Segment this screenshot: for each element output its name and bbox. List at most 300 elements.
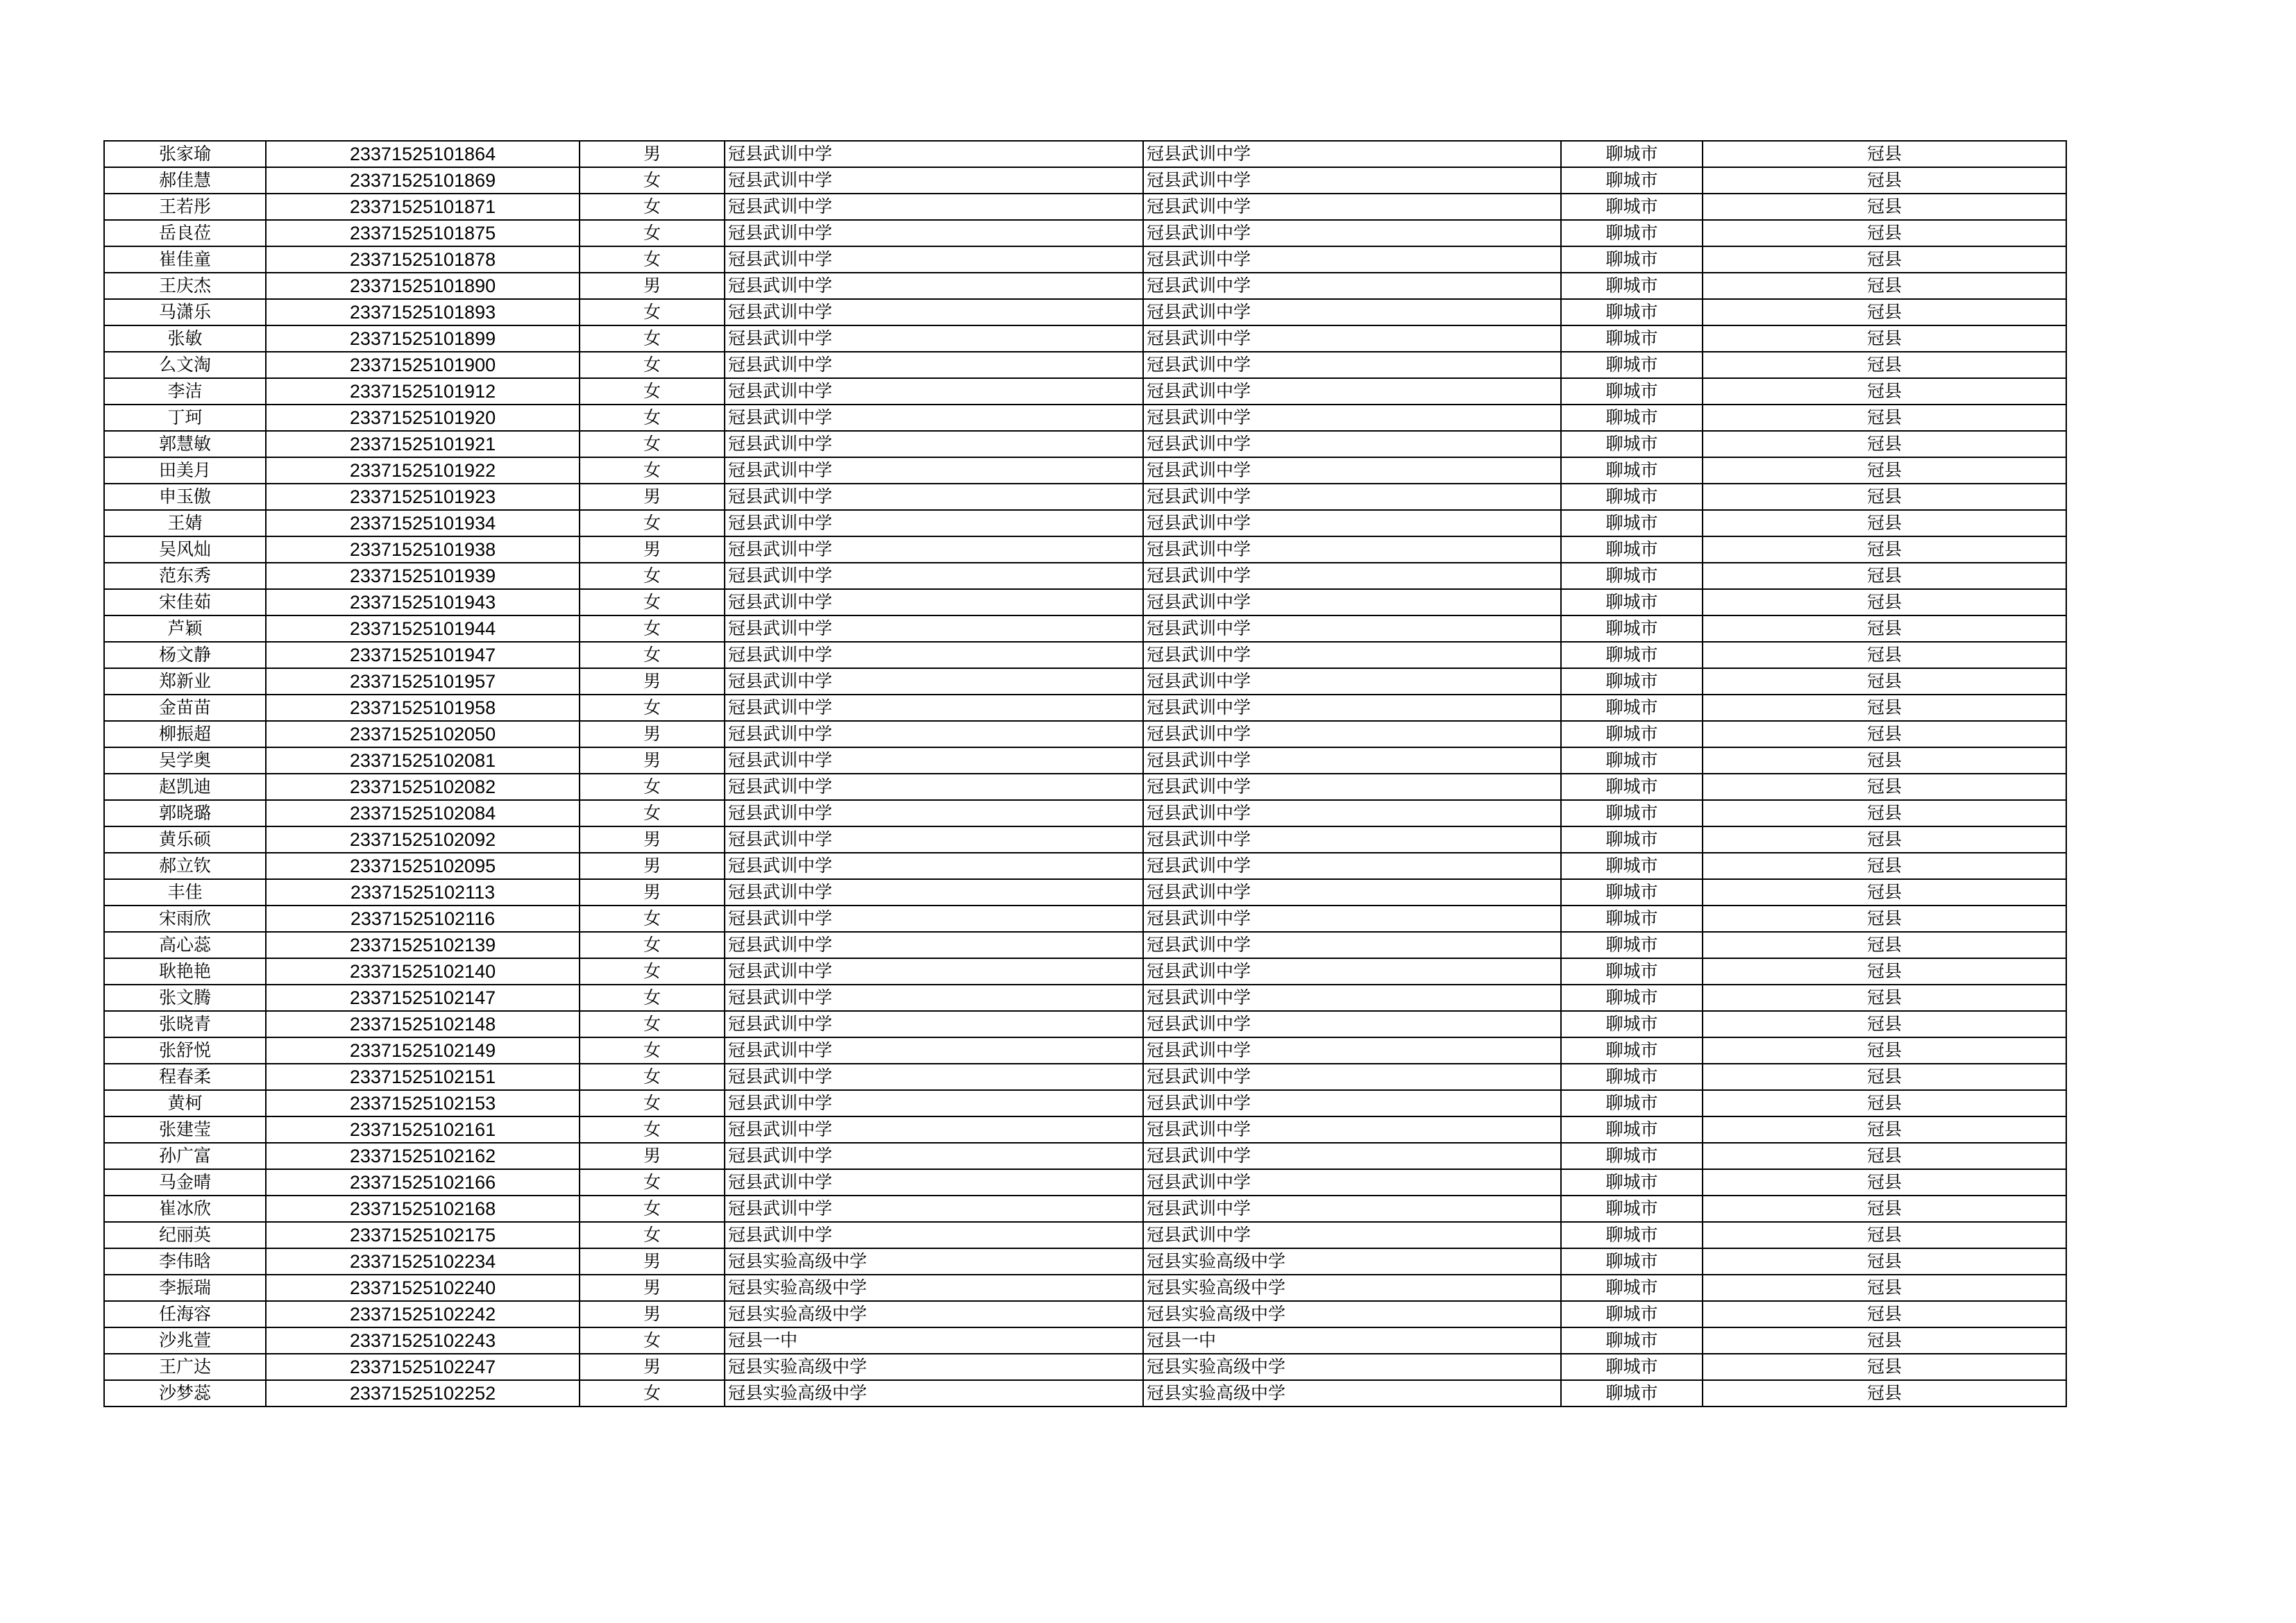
gender-cell: 女: [580, 167, 725, 194]
city-cell: 聊城市: [1561, 141, 1703, 167]
school-cell: 冠县实验高级中学: [725, 1380, 1143, 1407]
exam-id-cell: 23371525102153: [266, 1090, 580, 1116]
city-cell: 聊城市: [1561, 589, 1703, 615]
student-name-cell: 么文淘: [104, 352, 266, 378]
city-cell: 聊城市: [1561, 457, 1703, 484]
school-cell: 冠县武训中学: [725, 615, 1143, 642]
student-name-cell: 马潇乐: [104, 299, 266, 325]
gender-cell: 女: [580, 985, 725, 1011]
enrolled-school-cell: 冠县武训中学: [1143, 431, 1561, 457]
school-cell: 冠县武训中学: [725, 563, 1143, 589]
exam-id-cell: 23371525102092: [266, 826, 580, 853]
exam-id-cell: 23371525101939: [266, 563, 580, 589]
exam-id-cell: 23371525101947: [266, 642, 580, 668]
table-row: [104, 378, 2066, 405]
city-cell: 聊城市: [1561, 1380, 1703, 1407]
gender-cell: 女: [580, 958, 725, 985]
city-cell: 聊城市: [1561, 826, 1703, 853]
gender-cell: 女: [580, 510, 725, 536]
enrolled-school-cell: 冠县武训中学: [1143, 985, 1561, 1011]
county-cell: 冠县: [1703, 774, 2066, 800]
county-cell: 冠县: [1703, 510, 2066, 536]
student-name-cell: 张家瑜: [104, 141, 266, 167]
table-row: [104, 774, 2066, 800]
student-name-cell: 丰佳: [104, 879, 266, 906]
table-row: [104, 747, 2066, 774]
county-cell: 冠县: [1703, 747, 2066, 774]
county-cell: 冠县: [1703, 1011, 2066, 1037]
table-row: [104, 536, 2066, 563]
school-cell: 冠县武训中学: [725, 405, 1143, 431]
city-cell: 聊城市: [1561, 721, 1703, 747]
county-cell: 冠县: [1703, 1275, 2066, 1301]
student-name-cell: 郑新业: [104, 668, 266, 695]
city-cell: 聊城市: [1561, 668, 1703, 695]
student-name-cell: 张建莹: [104, 1116, 266, 1143]
enrolled-school-cell: 冠县武训中学: [1143, 1196, 1561, 1222]
exam-id-cell: 23371525101871: [266, 194, 580, 220]
city-cell: 聊城市: [1561, 1196, 1703, 1222]
table-row: [104, 141, 2066, 167]
city-cell: 聊城市: [1561, 220, 1703, 246]
table-row: [104, 1037, 2066, 1064]
enrolled-school-cell: 冠县实验高级中学: [1143, 1301, 1561, 1327]
exam-id-cell: 23371525101923: [266, 484, 580, 510]
gender-cell: 女: [580, 800, 725, 826]
school-cell: 冠县武训中学: [725, 695, 1143, 721]
gender-cell: 女: [580, 246, 725, 273]
enrolled-school-cell: 冠县武训中学: [1143, 405, 1561, 431]
enrolled-school-cell: 冠县武训中学: [1143, 853, 1561, 879]
school-cell: 冠县武训中学: [725, 642, 1143, 668]
table-row: [104, 1011, 2066, 1037]
student-name-cell: 耿艳艳: [104, 958, 266, 985]
student-name-cell: 崔佳童: [104, 246, 266, 273]
table-row: [104, 853, 2066, 879]
student-name-cell: 郝立钦: [104, 853, 266, 879]
school-cell: 冠县武训中学: [725, 431, 1143, 457]
exam-id-cell: 23371525102139: [266, 932, 580, 958]
city-cell: 聊城市: [1561, 906, 1703, 932]
gender-cell: 男: [580, 1354, 725, 1380]
student-name-cell: 丁珂: [104, 405, 266, 431]
gender-cell: 男: [580, 879, 725, 906]
student-name-cell: 张文腾: [104, 985, 266, 1011]
gender-cell: 女: [580, 378, 725, 405]
school-cell: 冠县武训中学: [725, 879, 1143, 906]
gender-cell: 女: [580, 695, 725, 721]
school-cell: 冠县武训中学: [725, 141, 1143, 167]
exam-id-cell: 23371525101934: [266, 510, 580, 536]
enrolled-school-cell: 冠县武训中学: [1143, 378, 1561, 405]
school-cell: 冠县武训中学: [725, 589, 1143, 615]
school-cell: 冠县武训中学: [725, 800, 1143, 826]
school-cell: 冠县武训中学: [725, 167, 1143, 194]
county-cell: 冠县: [1703, 352, 2066, 378]
gender-cell: 女: [580, 299, 725, 325]
county-cell: 冠县: [1703, 1169, 2066, 1196]
exam-id-cell: 23371525101893: [266, 299, 580, 325]
exam-id-cell: 23371525101890: [266, 273, 580, 299]
student-name-cell: 马金晴: [104, 1169, 266, 1196]
enrolled-school-cell: 冠县武训中学: [1143, 1090, 1561, 1116]
school-cell: 冠县武训中学: [725, 299, 1143, 325]
gender-cell: 女: [580, 642, 725, 668]
city-cell: 聊城市: [1561, 405, 1703, 431]
enrolled-school-cell: 冠县实验高级中学: [1143, 1248, 1561, 1275]
city-cell: 聊城市: [1561, 1011, 1703, 1037]
table-row: [104, 589, 2066, 615]
enrolled-school-cell: 冠县武训中学: [1143, 510, 1561, 536]
student-name-cell: 程春柔: [104, 1064, 266, 1090]
city-cell: 聊城市: [1561, 536, 1703, 563]
enrolled-school-cell: 冠县武训中学: [1143, 352, 1561, 378]
county-cell: 冠县: [1703, 1143, 2066, 1169]
gender-cell: 女: [580, 615, 725, 642]
enrolled-school-cell: 冠县武训中学: [1143, 800, 1561, 826]
exam-id-cell: 23371525102175: [266, 1222, 580, 1248]
student-name-cell: 李洁: [104, 378, 266, 405]
city-cell: 聊城市: [1561, 932, 1703, 958]
enrolled-school-cell: 冠县武训中学: [1143, 906, 1561, 932]
enrolled-school-cell: 冠县武训中学: [1143, 879, 1561, 906]
gender-cell: 女: [580, 1380, 725, 1407]
school-cell: 冠县武训中学: [725, 325, 1143, 352]
county-cell: 冠县: [1703, 167, 2066, 194]
county-cell: 冠县: [1703, 1037, 2066, 1064]
county-cell: 冠县: [1703, 563, 2066, 589]
county-cell: 冠县: [1703, 1196, 2066, 1222]
county-cell: 冠县: [1703, 1301, 2066, 1327]
enrolled-school-cell: 冠县武训中学: [1143, 1011, 1561, 1037]
exam-id-cell: 23371525101864: [266, 141, 580, 167]
gender-cell: 女: [580, 1090, 725, 1116]
student-name-cell: 张舒悦: [104, 1037, 266, 1064]
table-row: [104, 1275, 2066, 1301]
gender-cell: 女: [580, 431, 725, 457]
student-name-cell: 宋雨欣: [104, 906, 266, 932]
student-name-cell: 柳振超: [104, 721, 266, 747]
county-cell: 冠县: [1703, 642, 2066, 668]
county-cell: 冠县: [1703, 932, 2066, 958]
exam-id-cell: 23371525102243: [266, 1327, 580, 1354]
student-name-cell: 金苗苗: [104, 695, 266, 721]
county-cell: 冠县: [1703, 615, 2066, 642]
gender-cell: 女: [580, 1116, 725, 1143]
county-cell: 冠县: [1703, 668, 2066, 695]
table-row: [104, 405, 2066, 431]
table-row: [104, 1116, 2066, 1143]
exam-id-cell: 23371525101900: [266, 352, 580, 378]
city-cell: 聊城市: [1561, 378, 1703, 405]
enrolled-school-cell: 冠县武训中学: [1143, 1116, 1561, 1143]
exam-id-cell: 23371525102252: [266, 1380, 580, 1407]
enrolled-school-cell: 冠县武训中学: [1143, 536, 1561, 563]
exam-id-cell: 23371525102116: [266, 906, 580, 932]
table-row: [104, 457, 2066, 484]
student-name-cell: 杨文静: [104, 642, 266, 668]
enrolled-school-cell: 冠县武训中学: [1143, 457, 1561, 484]
table-row: [104, 299, 2066, 325]
school-cell: 冠县一中: [725, 1327, 1143, 1354]
exam-id-cell: 23371525101938: [266, 536, 580, 563]
school-cell: 冠县武训中学: [725, 1037, 1143, 1064]
table-row: [104, 695, 2066, 721]
student-name-cell: 张晓青: [104, 1011, 266, 1037]
city-cell: 聊城市: [1561, 352, 1703, 378]
city-cell: 聊城市: [1561, 1354, 1703, 1380]
exam-id-cell: 23371525101957: [266, 668, 580, 695]
student-name-cell: 田美月: [104, 457, 266, 484]
county-cell: 冠县: [1703, 378, 2066, 405]
enrolled-school-cell: 冠县武训中学: [1143, 747, 1561, 774]
gender-cell: 女: [580, 589, 725, 615]
exam-id-cell: 23371525102050: [266, 721, 580, 747]
county-cell: 冠县: [1703, 985, 2066, 1011]
school-cell: 冠县武训中学: [725, 958, 1143, 985]
student-name-cell: 王广达: [104, 1354, 266, 1380]
county-cell: 冠县: [1703, 325, 2066, 352]
exam-id-cell: 23371525102147: [266, 985, 580, 1011]
gender-cell: 女: [580, 457, 725, 484]
table-row: [104, 1380, 2066, 1407]
enrolled-school-cell: 冠县武训中学: [1143, 721, 1561, 747]
table-row: [104, 721, 2066, 747]
county-cell: 冠县: [1703, 141, 2066, 167]
roster-rows: [104, 141, 2066, 1407]
city-cell: 聊城市: [1561, 1169, 1703, 1196]
gender-cell: 女: [580, 325, 725, 352]
student-name-cell: 崔冰欣: [104, 1196, 266, 1222]
table-row: [104, 1143, 2066, 1169]
exam-id-cell: 23371525101869: [266, 167, 580, 194]
school-cell: 冠县武训中学: [725, 1196, 1143, 1222]
city-cell: 聊城市: [1561, 695, 1703, 721]
city-cell: 聊城市: [1561, 1248, 1703, 1275]
city-cell: 聊城市: [1561, 879, 1703, 906]
gender-cell: 男: [580, 826, 725, 853]
enrolled-school-cell: 冠县武训中学: [1143, 273, 1561, 299]
enrolled-school-cell: 冠县武训中学: [1143, 1222, 1561, 1248]
table-row: [104, 563, 2066, 589]
school-cell: 冠县武训中学: [725, 220, 1143, 246]
school-cell: 冠县武训中学: [725, 246, 1143, 273]
exam-id-cell: 23371525102082: [266, 774, 580, 800]
enrolled-school-cell: 冠县武训中学: [1143, 774, 1561, 800]
table-row: [104, 932, 2066, 958]
city-cell: 聊城市: [1561, 642, 1703, 668]
city-cell: 聊城市: [1561, 246, 1703, 273]
county-cell: 冠县: [1703, 1116, 2066, 1143]
county-cell: 冠县: [1703, 246, 2066, 273]
enrolled-school-cell: 冠县实验高级中学: [1143, 1275, 1561, 1301]
city-cell: 聊城市: [1561, 1090, 1703, 1116]
table-row: [104, 220, 2066, 246]
exam-id-cell: 23371525102113: [266, 879, 580, 906]
school-cell: 冠县武训中学: [725, 721, 1143, 747]
school-cell: 冠县武训中学: [725, 457, 1143, 484]
gender-cell: 男: [580, 1248, 725, 1275]
gender-cell: 女: [580, 906, 725, 932]
table-row: [104, 985, 2066, 1011]
enrolled-school-cell: 冠县武训中学: [1143, 668, 1561, 695]
table-row: [104, 325, 2066, 352]
exam-id-cell: 23371525102240: [266, 1275, 580, 1301]
enrolled-school-cell: 冠县武训中学: [1143, 299, 1561, 325]
exam-id-cell: 23371525102149: [266, 1037, 580, 1064]
student-name-cell: 沙兆萱: [104, 1327, 266, 1354]
enrolled-school-cell: 冠县实验高级中学: [1143, 1354, 1561, 1380]
gender-cell: 男: [580, 1275, 725, 1301]
student-name-cell: 赵凯迪: [104, 774, 266, 800]
student-name-cell: 高心蕊: [104, 932, 266, 958]
gender-cell: 男: [580, 721, 725, 747]
enrolled-school-cell: 冠县武训中学: [1143, 932, 1561, 958]
table-row: [104, 615, 2066, 642]
gender-cell: 女: [580, 1037, 725, 1064]
gender-cell: 女: [580, 194, 725, 220]
student-name-cell: 黄乐硕: [104, 826, 266, 853]
county-cell: 冠县: [1703, 1380, 2066, 1407]
county-cell: 冠县: [1703, 273, 2066, 299]
enrolled-school-cell: 冠县一中: [1143, 1327, 1561, 1354]
school-cell: 冠县武训中学: [725, 826, 1143, 853]
enrolled-school-cell: 冠县武训中学: [1143, 1064, 1561, 1090]
county-cell: 冠县: [1703, 958, 2066, 985]
city-cell: 聊城市: [1561, 1064, 1703, 1090]
exam-id-cell: 23371525102084: [266, 800, 580, 826]
school-cell: 冠县武训中学: [725, 774, 1143, 800]
county-cell: 冠县: [1703, 1064, 2066, 1090]
exam-id-cell: 23371525101958: [266, 695, 580, 721]
city-cell: 聊城市: [1561, 958, 1703, 985]
table-row: [104, 1169, 2066, 1196]
student-name-cell: 吴学奥: [104, 747, 266, 774]
table-row: [104, 167, 2066, 194]
enrolled-school-cell: 冠县武训中学: [1143, 1169, 1561, 1196]
school-cell: 冠县武训中学: [725, 853, 1143, 879]
county-cell: 冠县: [1703, 1327, 2066, 1354]
gender-cell: 女: [580, 932, 725, 958]
city-cell: 聊城市: [1561, 299, 1703, 325]
table-row: [104, 906, 2066, 932]
exam-id-cell: 23371525102095: [266, 853, 580, 879]
enrolled-school-cell: 冠县武训中学: [1143, 325, 1561, 352]
city-cell: 聊城市: [1561, 985, 1703, 1011]
student-name-cell: 王婧: [104, 510, 266, 536]
school-cell: 冠县实验高级中学: [725, 1354, 1143, 1380]
gender-cell: 男: [580, 1301, 725, 1327]
gender-cell: 女: [580, 1196, 725, 1222]
city-cell: 聊城市: [1561, 273, 1703, 299]
enrolled-school-cell: 冠县武训中学: [1143, 695, 1561, 721]
table-row: [104, 1301, 2066, 1327]
school-cell: 冠县武训中学: [725, 1169, 1143, 1196]
school-cell: 冠县武训中学: [725, 1143, 1143, 1169]
school-cell: 冠县武训中学: [725, 932, 1143, 958]
exam-id-cell: 23371525102247: [266, 1354, 580, 1380]
exam-id-cell: 23371525102140: [266, 958, 580, 985]
county-cell: 冠县: [1703, 536, 2066, 563]
table-row: [104, 352, 2066, 378]
enrolled-school-cell: 冠县武训中学: [1143, 589, 1561, 615]
student-name-cell: 任海容: [104, 1301, 266, 1327]
exam-id-cell: 23371525102234: [266, 1248, 580, 1275]
exam-id-cell: 23371525101912: [266, 378, 580, 405]
enrolled-school-cell: 冠县武训中学: [1143, 958, 1561, 985]
school-cell: 冠县实验高级中学: [725, 1248, 1143, 1275]
table-row: [104, 510, 2066, 536]
enrolled-school-cell: 冠县武训中学: [1143, 484, 1561, 510]
table-row: [104, 1090, 2066, 1116]
student-name-cell: 范东秀: [104, 563, 266, 589]
student-name-cell: 宋佳茹: [104, 589, 266, 615]
enrolled-school-cell: 冠县武训中学: [1143, 167, 1561, 194]
table-row: [104, 642, 2066, 668]
city-cell: 聊城市: [1561, 484, 1703, 510]
enrolled-school-cell: 冠县武训中学: [1143, 642, 1561, 668]
school-cell: 冠县武训中学: [725, 985, 1143, 1011]
table-row: [104, 1327, 2066, 1354]
county-cell: 冠县: [1703, 405, 2066, 431]
enrolled-school-cell: 冠县实验高级中学: [1143, 1380, 1561, 1407]
student-name-cell: 孙广富: [104, 1143, 266, 1169]
gender-cell: 女: [580, 1064, 725, 1090]
student-name-cell: 沙梦蕊: [104, 1380, 266, 1407]
county-cell: 冠县: [1703, 1222, 2066, 1248]
gender-cell: 男: [580, 853, 725, 879]
gender-cell: 男: [580, 536, 725, 563]
city-cell: 聊城市: [1561, 774, 1703, 800]
city-cell: 聊城市: [1561, 1275, 1703, 1301]
student-name-cell: 纪丽英: [104, 1222, 266, 1248]
enrolled-school-cell: 冠县武训中学: [1143, 615, 1561, 642]
student-name-cell: 王若彤: [104, 194, 266, 220]
school-cell: 冠县武训中学: [725, 1222, 1143, 1248]
exam-id-cell: 23371525101943: [266, 589, 580, 615]
gender-cell: 女: [580, 563, 725, 589]
exam-id-cell: 23371525102162: [266, 1143, 580, 1169]
gender-cell: 女: [580, 220, 725, 246]
student-name-cell: 王庆杰: [104, 273, 266, 299]
school-cell: 冠县实验高级中学: [725, 1275, 1143, 1301]
table-row: [104, 826, 2066, 853]
table-row: [104, 431, 2066, 457]
gender-cell: 女: [580, 1222, 725, 1248]
gender-cell: 女: [580, 1169, 725, 1196]
city-cell: 聊城市: [1561, 431, 1703, 457]
student-name-cell: 申玉傲: [104, 484, 266, 510]
city-cell: 聊城市: [1561, 615, 1703, 642]
county-cell: 冠县: [1703, 721, 2066, 747]
exam-id-cell: 23371525101899: [266, 325, 580, 352]
table-row: [104, 194, 2066, 220]
table-row: [104, 668, 2066, 695]
exam-id-cell: 23371525102168: [266, 1196, 580, 1222]
gender-cell: 女: [580, 1327, 725, 1354]
school-cell: 冠县武训中学: [725, 906, 1143, 932]
gender-cell: 女: [580, 352, 725, 378]
county-cell: 冠县: [1703, 299, 2066, 325]
table-row: [104, 1354, 2066, 1380]
county-cell: 冠县: [1703, 220, 2066, 246]
school-cell: 冠县武训中学: [725, 194, 1143, 220]
city-cell: 聊城市: [1561, 194, 1703, 220]
city-cell: 聊城市: [1561, 1116, 1703, 1143]
enrolled-school-cell: 冠县武训中学: [1143, 1037, 1561, 1064]
county-cell: 冠县: [1703, 1090, 2066, 1116]
gender-cell: 女: [580, 405, 725, 431]
